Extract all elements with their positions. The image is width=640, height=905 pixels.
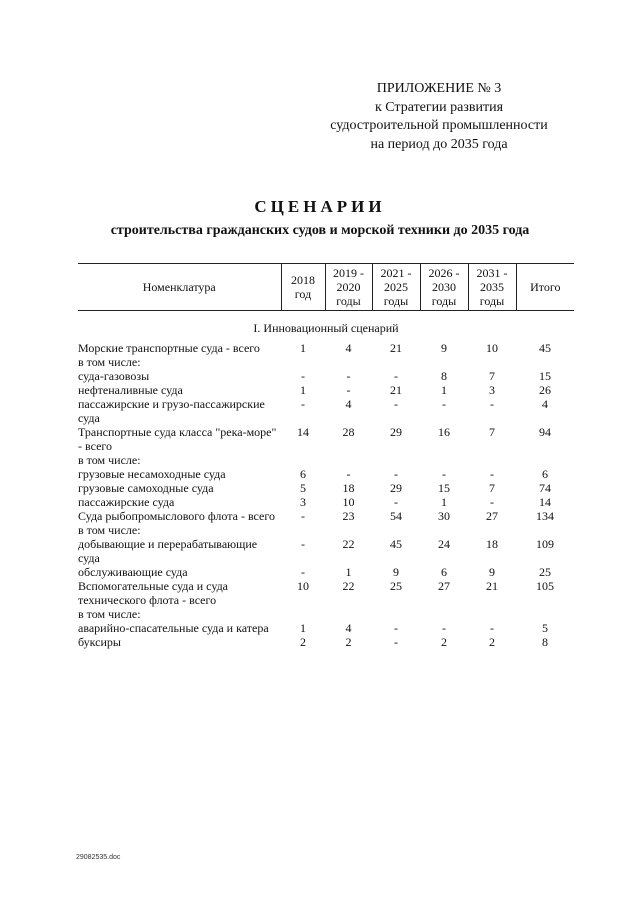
row-value	[516, 607, 574, 621]
table-row	[78, 481, 574, 495]
row-value: -	[346, 369, 351, 383]
row-value	[420, 523, 468, 537]
row-value: 9	[441, 341, 447, 355]
table-row	[78, 635, 574, 649]
row-value: 27	[486, 509, 498, 523]
row-value: 15	[539, 369, 551, 383]
row-value: 109	[536, 537, 554, 551]
row-value: -	[442, 397, 446, 411]
row-value	[420, 453, 468, 467]
row-name: в том числе:	[78, 355, 141, 369]
table-row	[78, 467, 574, 481]
row-value: 94	[539, 425, 551, 439]
row-value	[420, 607, 468, 621]
row-value: -	[346, 467, 351, 481]
table-row	[78, 453, 574, 467]
row-name: добывающие и перерабатывающие суда	[78, 537, 258, 565]
row-value: 1	[345, 565, 352, 579]
table-row	[78, 537, 574, 565]
row-value: 2	[300, 635, 306, 649]
row-value: 105	[536, 579, 554, 593]
table-row	[78, 509, 574, 523]
header-nomenclature: Номенклатура	[78, 264, 281, 311]
section-row	[78, 311, 574, 342]
table-row	[78, 425, 574, 453]
row-value: 9	[489, 565, 495, 579]
table-row	[78, 383, 574, 397]
row-value	[420, 355, 468, 369]
row-value: 6	[441, 565, 447, 579]
table-row	[78, 621, 574, 635]
row-value	[281, 607, 325, 621]
table-row	[78, 397, 574, 425]
document-title: СЦЕНАРИИ	[254, 197, 386, 216]
document-subtitle: строительства гражданских судов и морской техники до 2035 года	[110, 223, 530, 238]
row-value: -	[301, 537, 305, 551]
row-value: 14	[539, 495, 551, 509]
row-value: 22	[342, 537, 355, 551]
row-value: -	[394, 635, 398, 649]
row-name: буксиры	[78, 635, 121, 649]
row-value: 6	[300, 467, 306, 481]
row-value	[468, 355, 516, 369]
row-value: 134	[536, 509, 554, 523]
row-value: -	[394, 369, 398, 383]
table-row	[78, 565, 574, 579]
row-value: 18	[486, 537, 498, 551]
row-value	[281, 523, 325, 537]
row-name: в том числе:	[78, 523, 141, 537]
row-value: 1	[300, 341, 306, 355]
header-2019-2020: 2019 - 2020 годы	[325, 264, 372, 311]
row-value: 54	[390, 509, 402, 523]
row-value: 10	[297, 579, 309, 593]
header-2021-2025: 2021 - 2025 годы	[372, 264, 420, 311]
row-value: 29	[390, 481, 402, 495]
row-value: 16	[438, 425, 450, 439]
row-value: 21	[390, 383, 402, 397]
row-name: Вспомогательные суда и суда технического флота - всего	[78, 579, 229, 607]
row-name: нефтеналивные суда	[78, 383, 183, 397]
row-value: 1	[300, 621, 306, 635]
row-value: -	[394, 467, 398, 481]
row-value: 28	[342, 425, 355, 439]
row-value	[372, 453, 420, 467]
row-value	[325, 523, 372, 537]
row-value: 3	[300, 495, 306, 509]
row-value: -	[490, 495, 494, 509]
row-name: грузовые самоходные суда	[78, 481, 214, 495]
row-value: -	[442, 467, 446, 481]
row-value	[372, 607, 420, 621]
row-value	[281, 453, 325, 467]
table-row	[78, 495, 574, 509]
section-title: I. Инновационный сценарий	[253, 321, 399, 335]
row-value: 21	[390, 341, 402, 355]
row-value: -	[301, 565, 305, 579]
row-value: 2	[489, 635, 495, 649]
row-value	[325, 607, 372, 621]
row-name: в том числе:	[78, 453, 141, 467]
row-value: 5	[542, 621, 548, 635]
row-value	[468, 607, 516, 621]
row-value: 24	[438, 537, 450, 551]
row-value: -	[301, 509, 305, 523]
row-name: аварийно-спасательные суда и катера	[78, 621, 269, 635]
row-name: пассажирские суда	[78, 495, 175, 509]
row-name: Морские транспортные суда - всего	[78, 341, 260, 355]
row-value: 4	[345, 341, 352, 355]
row-value: 45	[390, 537, 402, 551]
row-name: суда-газовозы	[78, 369, 150, 383]
row-value: -	[490, 397, 494, 411]
row-value: 10	[342, 495, 355, 509]
row-value	[468, 453, 516, 467]
row-value: 1	[300, 383, 306, 397]
row-value: -	[301, 397, 305, 411]
appendix-line-2: к Стратегии развития	[374, 99, 504, 115]
table-row	[78, 579, 574, 607]
row-value	[325, 355, 372, 369]
row-value: 7	[489, 369, 495, 383]
row-value: -	[490, 621, 494, 635]
row-value	[516, 355, 574, 369]
row-value: -	[394, 621, 398, 635]
row-value: -	[346, 383, 351, 397]
row-value: 2	[345, 635, 352, 649]
row-value: 1	[441, 383, 447, 397]
row-value: 1	[441, 495, 447, 509]
row-value: -	[394, 397, 398, 411]
scenario-table	[78, 263, 574, 649]
row-name: грузовые несамоходные суда	[78, 467, 226, 481]
row-value: 10	[486, 341, 498, 355]
row-value	[516, 523, 574, 537]
row-value: 3	[489, 383, 495, 397]
row-value: -	[490, 467, 494, 481]
row-value: 29	[390, 425, 402, 439]
row-value: 26	[539, 383, 551, 397]
header-2026-2030: 2026 - 2030 годы	[420, 264, 468, 311]
appendix-block	[300, 80, 578, 154]
row-value: 30	[438, 509, 450, 523]
row-name: Суда рыбопромыслового флота - всего	[78, 509, 275, 523]
row-value: -	[301, 369, 305, 383]
row-value: 4	[542, 397, 548, 411]
row-value: -	[442, 621, 446, 635]
table-row	[78, 355, 574, 369]
row-value: 25	[390, 579, 402, 593]
row-value	[325, 453, 372, 467]
row-value: 8	[441, 369, 447, 383]
appendix-line-3: судостроительной промышленности	[330, 118, 548, 133]
row-value: 14	[297, 425, 309, 439]
row-value: 4	[345, 621, 352, 635]
header-total: Итого	[516, 264, 574, 311]
row-value: 27	[438, 579, 450, 593]
row-name: обслуживающие суда	[78, 565, 188, 579]
row-value: 7	[489, 425, 495, 439]
row-value: 74	[539, 481, 551, 495]
row-name: Транспортные суда класса "река-море" - всего	[78, 425, 277, 453]
row-value: 22	[342, 579, 355, 593]
header-row	[78, 264, 574, 311]
row-value: 25	[539, 565, 551, 579]
row-value: 5	[300, 481, 306, 495]
table-row	[78, 523, 574, 537]
row-value: 9	[393, 565, 399, 579]
row-value: 18	[342, 481, 355, 495]
row-name: пассажирские и грузо-пассажирские суда	[78, 397, 265, 425]
row-value	[468, 523, 516, 537]
row-value: 21	[486, 579, 498, 593]
row-value: 23	[342, 509, 355, 523]
row-value	[516, 453, 574, 467]
row-name: в том числе:	[78, 607, 141, 621]
row-value	[281, 355, 325, 369]
row-value: 4	[345, 397, 352, 411]
row-value: 15	[438, 481, 450, 495]
table-row	[78, 369, 574, 383]
row-value	[372, 355, 420, 369]
appendix-line-4: на период до 2035 года	[370, 136, 508, 152]
row-value: 2	[441, 635, 447, 649]
table-header	[78, 264, 574, 311]
row-value: 7	[489, 481, 495, 495]
row-value: 45	[539, 341, 551, 355]
row-value: 8	[542, 635, 548, 649]
table-body	[78, 311, 574, 650]
table-row	[78, 607, 574, 621]
header-2031-2035: 2031 - 2035 годы	[468, 264, 516, 311]
appendix-line-1: ПРИЛОЖЕНИЕ № 3	[376, 81, 502, 96]
footer-filename: 29082535.doc	[76, 854, 121, 861]
row-value: -	[394, 495, 398, 509]
table-row	[78, 341, 574, 355]
header-2018: 2018 год	[281, 264, 325, 311]
row-value: 6	[542, 467, 548, 481]
row-value	[372, 523, 420, 537]
